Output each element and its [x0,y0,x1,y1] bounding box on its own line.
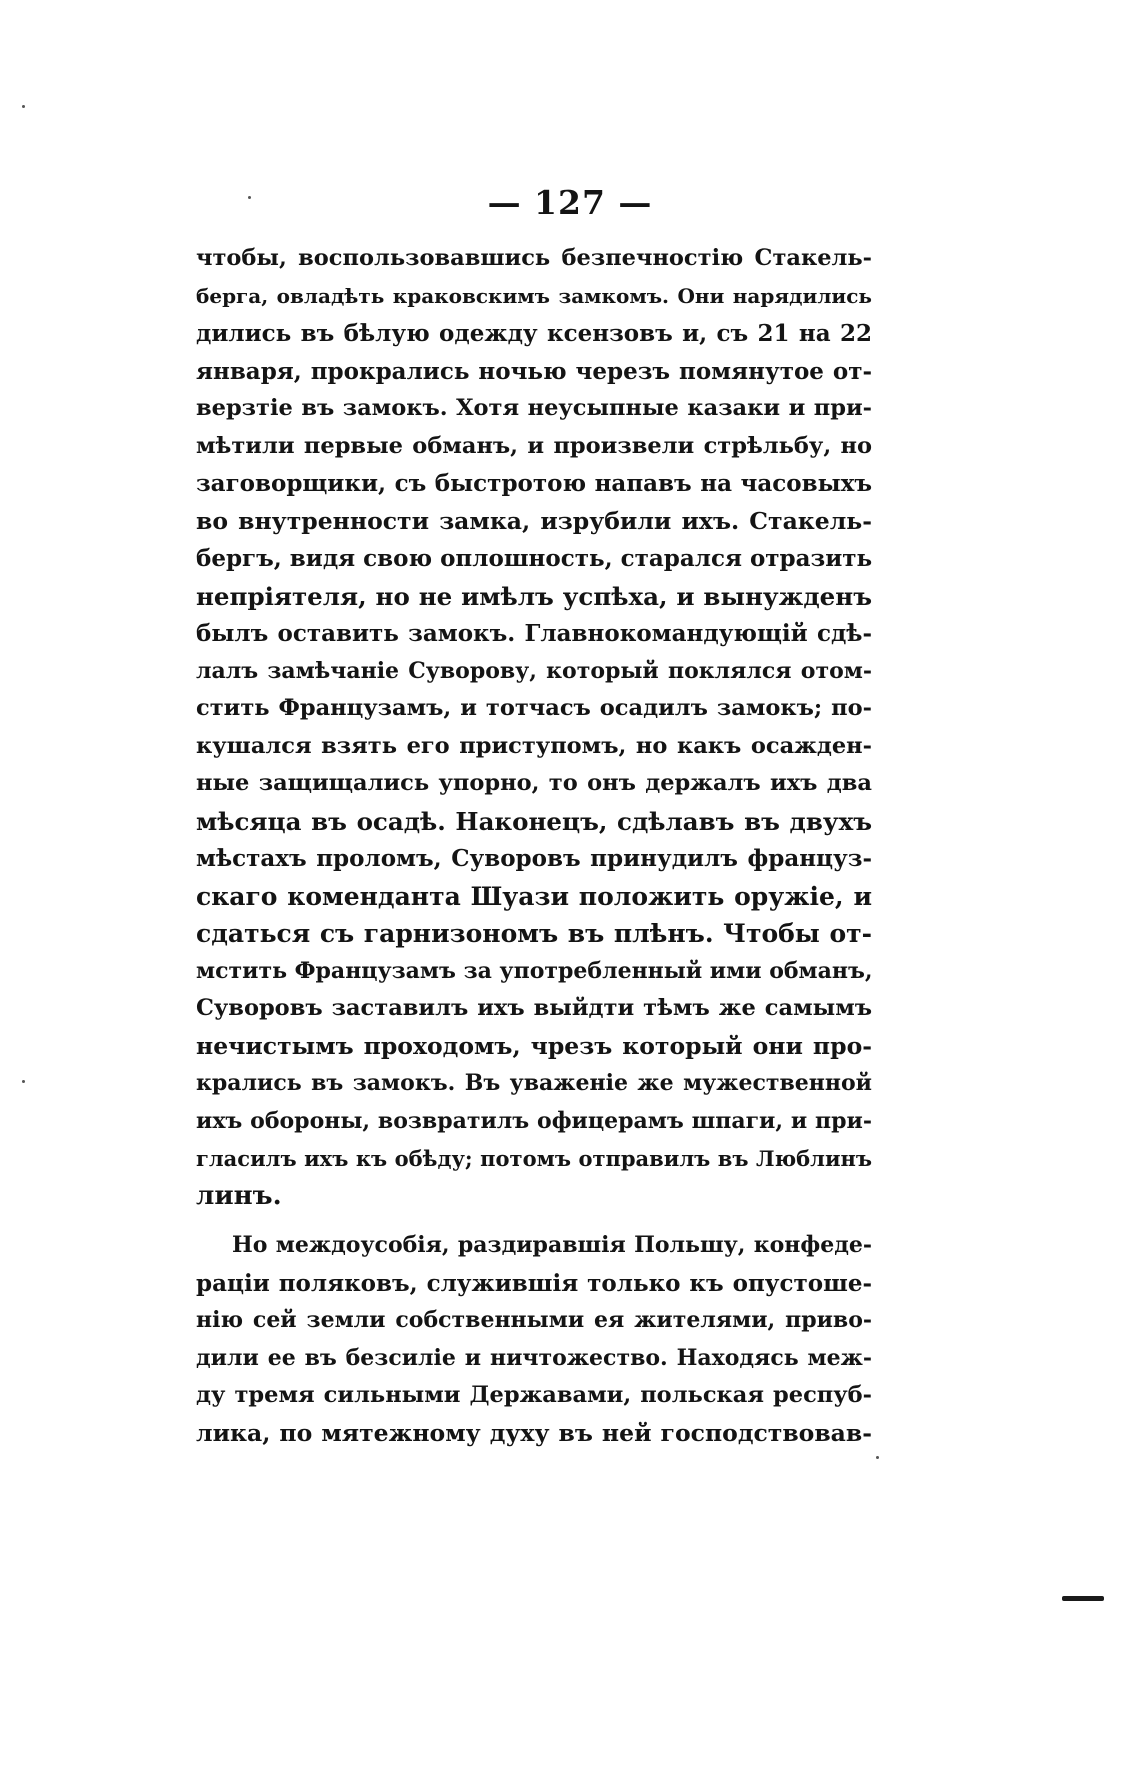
text-line: нію сей земли собственными ея жителями, приво- [196,1307,872,1333]
text-line: дили ее въ безсиліе и ничтожество. Находясь меж- [196,1344,872,1371]
text-line: нечистымъ проходомъ, чрезъ который они про- [196,1031,872,1060]
body-text [196,240,872,1452]
text-line: линъ. [196,1180,282,1211]
paragraph-2 [196,1227,872,1452]
text-line: ные защищались упорно, то онъ держалъ ихъ два [196,770,872,796]
text-line: непріятеля, но не имѣлъ успѣха, и вынужденъ [196,581,872,611]
scan-speck [22,105,25,108]
text-line: крались въ замокъ. Въ уваженіе же мужественной [196,1070,872,1096]
text-line: скаго коменданта Шуази положить оружіе, и [196,881,872,911]
page-number: — 127 — [487,183,653,222]
text-line: Но междоусобія, раздиравшія Польшу, конфеде- [232,1232,872,1258]
text-line: гласилъ ихъ къ обѣду; потомъ отправилъ въ Люблинъ [196,1146,872,1171]
text-line: Суворовъ заставилъ ихъ выйдти тѣмъ же самымъ [196,995,872,1021]
text-line: января, прокрались ночью черезъ помянутое от- [196,357,872,385]
text-line: стить Французамъ, и тотчасъ осадилъ замокъ; по- [196,695,872,721]
text-line: былъ оставить замокъ. Главнокомандующій сдѣ- [196,620,872,647]
page-edge-mark [1062,1596,1104,1601]
text-line: верзтіе въ замокъ. Хотя неусыпные казаки и при- [196,395,872,421]
text-line: раціи поляковъ, служившія только къ опустоше- [196,1269,872,1297]
text-line: ду тремя сильными Державами, польская респуб- [196,1382,872,1408]
text-line: лика, по мятежному духу въ ней господствовав- [196,1418,872,1447]
scan-speck [22,1080,25,1083]
text-line: дились въ бѣлую одежду ксензовъ и, съ 21 на 22 [196,320,872,347]
text-line: мѣсяца въ осадѣ. Наконецъ, сдѣлавъ въ двухъ [196,806,872,836]
text-line: ихъ обороны, возвратилъ офицерамъ шпаги, и при- [196,1107,872,1134]
paragraph-1 [196,240,872,1215]
text-line: сдаться съ гарнизономъ въ плѣнъ. Чтобы от- [196,919,872,948]
scan-speck [876,1456,879,1459]
text-line: мѣстахъ проломъ, Суворовъ принудилъ француз- [196,845,872,872]
text-line: кушался взять его приступомъ, но какъ осажден- [196,732,872,759]
paragraph-gap [196,1215,872,1227]
text-line: мѣтили первые обманъ, и произвели стрѣльбу, но [196,432,872,459]
text-line: берга, овладѣть краковскимъ замкомъ. Они нарядились [196,283,872,308]
text-line: мстить Французамъ за употребленный ими обманъ, [196,957,873,984]
text-line: бергъ, видя свою оплошность, старался отразить [196,545,873,572]
text-line: заговорщики, съ быстротою напавъ на часовыхъ [196,470,872,497]
text-line: чтобы, воспользовавшись безпечностію Стакель- [196,245,872,271]
scan-speck [248,196,251,199]
text-line: во внутренности замка, изрубили ихъ. Стакель- [196,506,872,535]
text-line: лалъ замѣчаніе Суворову, который поклялся отом- [196,657,872,684]
